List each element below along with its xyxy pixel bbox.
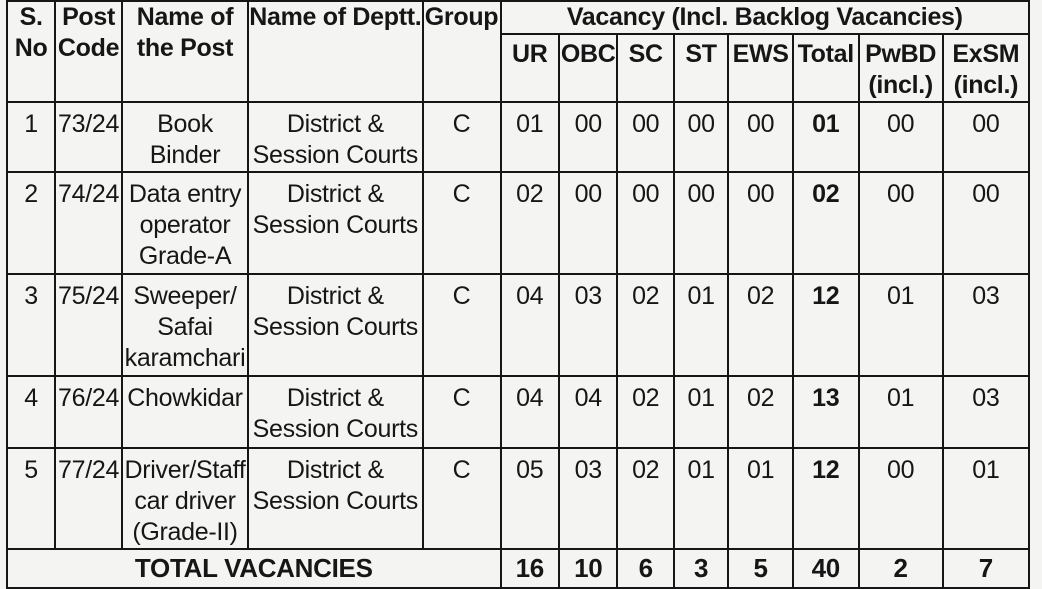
header-ur: UR [501,34,559,102]
header-sc: SC [617,34,673,102]
header-ews: EWS [728,34,793,102]
cell-post-code: 75/24 [55,274,122,376]
table-row [7,376,1029,448]
table-row [7,102,1029,172]
cell-dept: District & Session Courts [248,376,422,448]
cell-sno: 4 [7,376,55,448]
total-total: 40 [793,549,859,588]
header-row [7,1,1029,34]
cell-ur: 04 [501,274,559,376]
cell-group: C [423,102,501,172]
cell-total: 13 [793,376,859,448]
cell-exsm: 00 [943,172,1029,274]
cell-dept: District & Session Courts [248,448,422,549]
header-total: Total [793,34,859,102]
header-obc: OBC [559,34,617,102]
total-exsm: 7 [943,549,1029,588]
cell-ews: 02 [728,274,793,376]
cell-ur: 01 [501,102,559,172]
cell-obc: 00 [559,172,617,274]
cell-group: C [423,376,501,448]
cell-dept: District & Session Courts [248,102,422,172]
cell-sc: 00 [617,102,673,172]
table-row [7,172,1029,274]
cell-total: 12 [793,274,859,376]
cell-pwbd: 00 [859,448,943,549]
cell-total: 01 [793,102,859,172]
cell-ews: 00 [728,172,793,274]
total-row [7,549,1029,588]
cell-sno: 2 [7,172,55,274]
cell-ur: 04 [501,376,559,448]
cell-post-name: Driver/Staff car driver (Grade-II) [122,448,248,549]
total-ews: 5 [728,549,793,588]
total-st: 3 [674,549,728,588]
cell-sc: 02 [617,448,673,549]
cell-st: 00 [674,172,728,274]
cell-dept: District & Session Courts [248,172,422,274]
total-label: TOTAL VACANCIES [7,549,501,588]
cell-post-name: Data entry operator Grade-A [122,172,248,274]
total-ur: 16 [501,549,559,588]
cell-exsm: 01 [943,448,1029,549]
cell-dept: District & Session Courts [248,274,422,376]
cell-st: 00 [674,102,728,172]
cell-pwbd: 00 [859,102,943,172]
cell-pwbd: 00 [859,172,943,274]
cell-ur: 05 [501,448,559,549]
header-name-of-deptt: Name of Deptt. [248,1,422,102]
cell-sc: 02 [617,274,673,376]
cell-group: C [423,448,501,549]
header-sno: S. No [7,1,55,102]
vacancy-table [6,0,1030,589]
header-post-code: Post Code [55,1,122,102]
cell-sc: 00 [617,172,673,274]
cell-post-code: 76/24 [55,376,122,448]
cell-sno: 3 [7,274,55,376]
cell-post-code: 73/24 [55,102,122,172]
cell-obc: 03 [559,448,617,549]
cell-obc: 00 [559,102,617,172]
cell-post-name: Chowkidar [122,376,248,448]
header-exsm: ExSM (incl.) [943,34,1029,102]
cell-pwbd: 01 [859,274,943,376]
cell-ur: 02 [501,172,559,274]
header-st: ST [674,34,728,102]
cell-exsm: 03 [943,274,1029,376]
total-pwbd: 2 [859,549,943,588]
cell-post-name: Book Binder [122,102,248,172]
total-obc: 10 [559,549,617,588]
cell-obc: 04 [559,376,617,448]
cell-sc: 02 [617,376,673,448]
cell-ews: 01 [728,448,793,549]
cell-pwbd: 01 [859,376,943,448]
cell-post-code: 77/24 [55,448,122,549]
table-row [7,448,1029,549]
header-pwbd: PwBD (incl.) [859,34,943,102]
header-group: Group [423,1,501,102]
cell-st: 01 [674,376,728,448]
cell-exsm: 00 [943,102,1029,172]
cell-sno: 5 [7,448,55,549]
cell-ews: 00 [728,102,793,172]
header-name-of-post: Name of the Post [122,1,248,102]
cell-post-name: Sweeper/ Safai karamchari [122,274,248,376]
cell-total: 12 [793,448,859,549]
cell-ews: 02 [728,376,793,448]
cell-group: C [423,172,501,274]
cell-obc: 03 [559,274,617,376]
total-sc: 6 [617,549,673,588]
cell-post-code: 74/24 [55,172,122,274]
header-vacancy: Vacancy (Incl. Backlog Vacancies) [501,1,1029,34]
cell-group: C [423,274,501,376]
cell-sno: 1 [7,102,55,172]
cell-st: 01 [674,448,728,549]
cell-total: 02 [793,172,859,274]
cell-st: 01 [674,274,728,376]
cell-exsm: 03 [943,376,1029,448]
table-row [7,274,1029,376]
